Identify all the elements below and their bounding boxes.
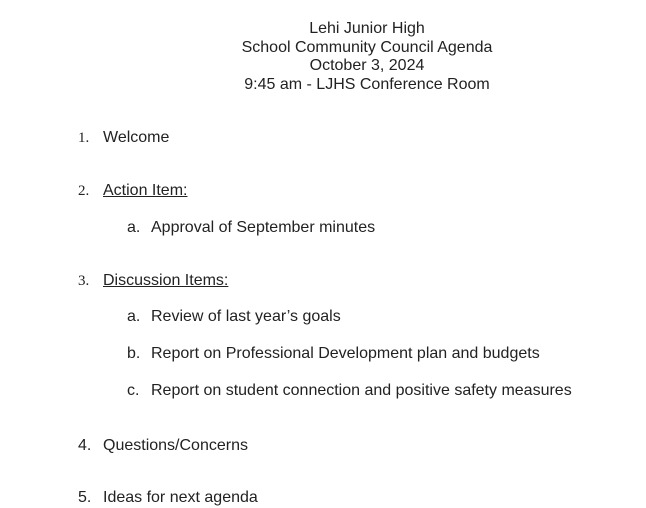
item-number: 5.	[78, 489, 92, 506]
meeting-date: October 3, 2024	[309, 57, 425, 74]
meeting-time-location: 9:45 am - LJHS Conference Room	[244, 75, 490, 93]
item-label: Action Item:	[103, 182, 188, 199]
item-label: Ideas for next agenda	[103, 489, 258, 506]
item-number: 3.	[78, 273, 90, 289]
subitem-label: Approval of September minutes	[151, 219, 376, 236]
agenda-title: School Community Council Agenda	[241, 38, 493, 56]
agenda-header	[0, 20, 646, 94]
subitem-label: Report on student connection and positive safety measures	[151, 382, 572, 399]
subitem-letter: a.	[127, 308, 141, 325]
subitem-letter: c.	[127, 382, 140, 399]
subitem-label: Report on Professional Development plan and budgets	[151, 345, 540, 362]
item-label: Welcome	[103, 129, 170, 146]
school-name: Lehi Junior High	[309, 20, 425, 37]
subitem-letter: a.	[127, 219, 141, 236]
subitem-label: Review of last year’s goals	[151, 308, 341, 325]
item-number: 1.	[78, 130, 90, 146]
subitem-letter: b.	[127, 345, 141, 362]
item-label: Discussion Items:	[103, 272, 229, 289]
item-number: 4.	[78, 437, 92, 454]
item-number: 2.	[78, 183, 90, 199]
item-label: Questions/Concerns	[103, 437, 248, 454]
